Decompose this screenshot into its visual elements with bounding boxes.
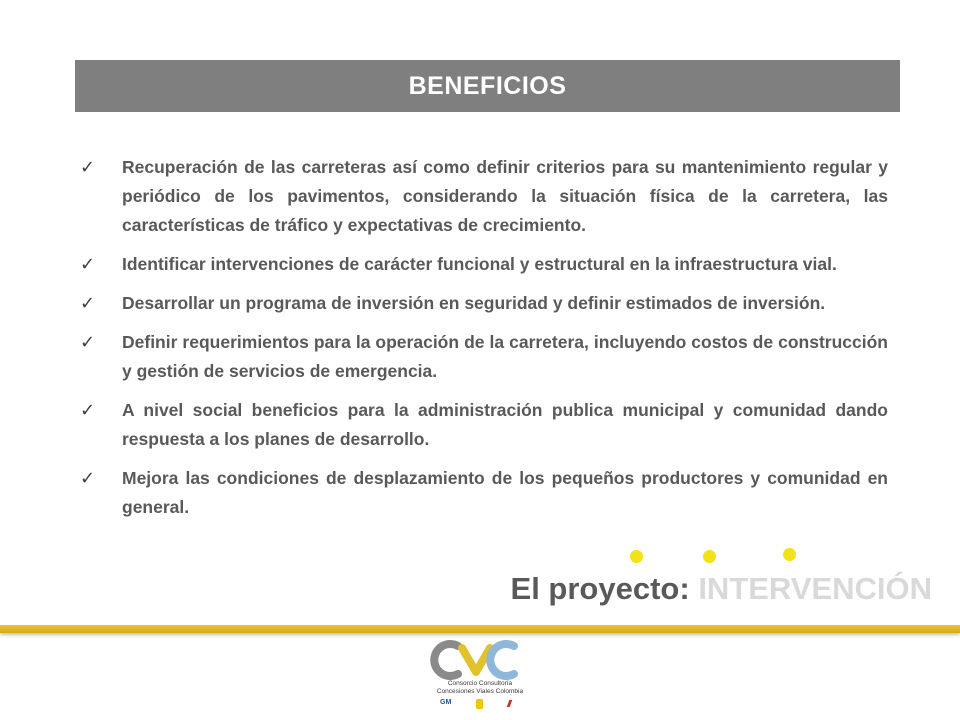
partner-logo-gm: GM <box>440 699 452 706</box>
list-item <box>80 250 888 279</box>
footer-title-prefix: El proyecto: <box>510 571 690 606</box>
list-item <box>80 289 888 318</box>
checkmark-icon: ✓ <box>80 400 96 420</box>
logo-line-1: Consorcio Consultoría <box>447 680 513 687</box>
checkmark-icon: ✓ <box>80 332 96 352</box>
list-item-text: A nivel social beneficios para la administración publica municipal y comunidad dando respuesta a los planes de desarrollo. <box>122 400 888 449</box>
partner-mark-icon <box>507 700 523 707</box>
checkmark-icon: ✓ <box>80 157 96 177</box>
checkmark-icon: ✓ <box>80 254 96 274</box>
footer-title-accent: INTERVENCIÓN <box>698 571 932 606</box>
list-item-text: Desarrollar un programa de inversión en seguridad y definir estimados de inversión. <box>122 293 826 313</box>
shield-icon <box>476 699 483 709</box>
list-item <box>80 153 888 240</box>
list-item-text: Definir requerimientos para la operación de la carretera, incluyendo costos de construcción y gestión de servicios de emergencia. <box>122 332 888 381</box>
checkmark-icon: ✓ <box>80 468 96 488</box>
logo-line-2: Concesiones Viales Colombia <box>436 688 524 695</box>
dot-icon <box>630 550 643 563</box>
list-item-text: Mejora las condiciones de desplazamiento de los pequeños productores y comunidad en general. <box>122 468 888 517</box>
header-bar <box>75 60 900 112</box>
footer-divider <box>0 625 960 633</box>
company-logo <box>428 640 532 714</box>
list-item-text: Recuperación de las carreteras así como definir criterios para su mantenimiento regular y periódico de los pavimentos, considerando la situación física de la carretera, las características de tráfico y expectativas de crecimiento. <box>122 157 888 235</box>
footer-title <box>511 571 932 607</box>
partner-logos <box>440 699 520 711</box>
page-title: BENEFICIOS <box>408 71 567 100</box>
dot-icon <box>783 548 796 561</box>
decorative-dots <box>0 548 960 568</box>
list-item <box>80 328 888 386</box>
list-item <box>80 464 888 522</box>
list-item <box>80 396 888 454</box>
cvc-logo-icon <box>428 640 532 680</box>
dot-icon <box>703 550 716 563</box>
checkmark-icon: ✓ <box>80 293 96 313</box>
list-item-text: Identificar intervenciones de carácter funcional y estructural en la infraestructura vial. <box>122 254 837 274</box>
benefits-list <box>80 153 888 532</box>
